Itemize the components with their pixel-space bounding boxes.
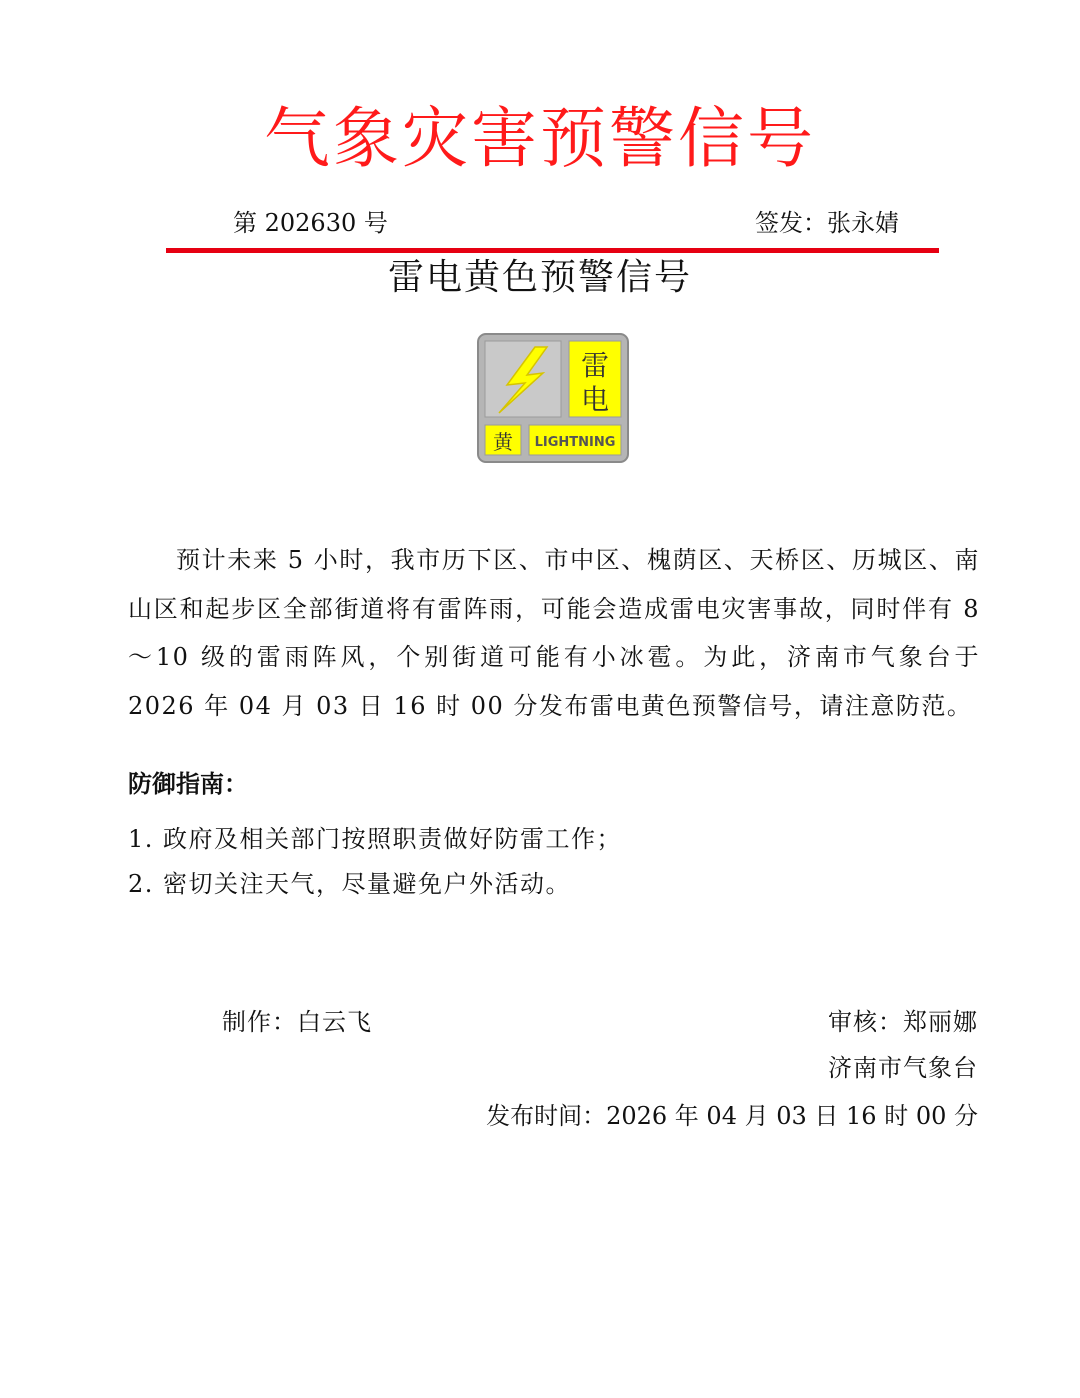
signer: 签发：张永婧	[755, 209, 899, 237]
guide-item-1: 1. 政府及相关部门按照职责做好防雷工作；	[128, 825, 623, 853]
lightning-yellow-signal-icon	[477, 333, 629, 463]
signal-level-char: 黄	[493, 430, 513, 454]
reviewer: 审核：郑丽娜	[828, 1008, 978, 1036]
defense-guide-heading: 防御指南：	[128, 769, 248, 798]
signal-char-top: 雷	[580, 349, 610, 382]
defense-guide-list	[128, 817, 622, 907]
issue-number: 第 202630 号	[233, 209, 388, 237]
warning-body: 预计未来 5 小时，我市历下区、市中区、槐荫区、天桥区、历城区、南山区和起步区全部街道将有雷阵雨，可能会造成雷电灾害事故，同时伴有 8～10 级的雷雨阵风，个别街道可能有小冰雹。为此，济南市气象台于 2026 年 04 月 03 日 16 时 00 分发布雷电黄色预警信号，请注意防范。	[128, 546, 980, 720]
guide-item-2: 2. 密切关注天气，尽量避免户外活动。	[128, 870, 572, 898]
header-divider	[166, 248, 939, 253]
signal-char-bottom: 电	[580, 383, 610, 416]
header-title: 气象灾害预警信号	[264, 100, 816, 177]
issuing-agency: 济南市气象台	[828, 1054, 978, 1082]
maker: 制作：白云飞	[222, 1008, 372, 1036]
warning-title: 雷电黄色预警信号	[387, 257, 692, 298]
publish-time: 发布时间：2026 年 04 月 03 日 16 时 00 分	[486, 1102, 978, 1130]
signal-label: LIGHTNING	[534, 435, 616, 450]
